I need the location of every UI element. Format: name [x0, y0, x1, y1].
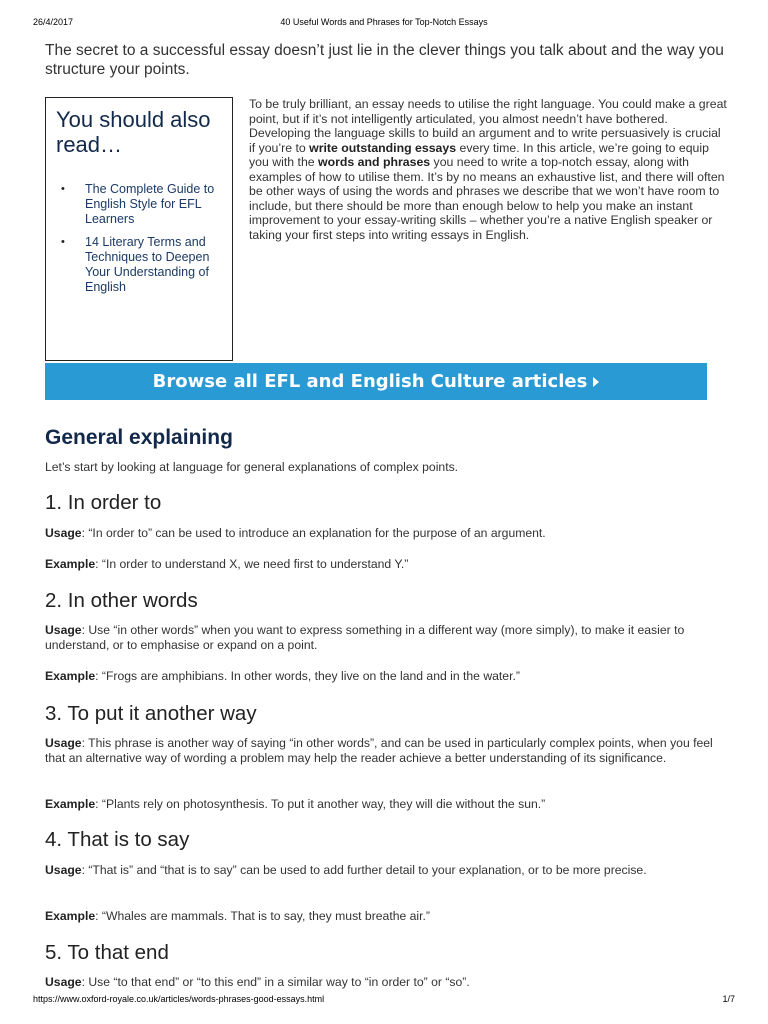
- entry-heading: 2. In other words: [45, 589, 198, 612]
- print-header: [0, 17, 768, 29]
- entry-example: [45, 557, 725, 572]
- usage-label: Usage: [45, 975, 82, 989]
- usage-text: Use “to that end” or “to this end” in a similar way to “in order to” or “so”.: [88, 975, 470, 989]
- usage-label: Usage: [45, 526, 82, 540]
- entry-usage: [45, 863, 725, 878]
- print-url: https://www.oxford-royale.co.uk/articles/words-phrases-good-essays.html: [33, 994, 325, 1004]
- section-title: General explaining: [45, 426, 233, 449]
- entry-heading: 3. To put it another way: [45, 702, 257, 725]
- intro-text: every time. In this article, we’re going to equip you with the: [249, 140, 709, 169]
- intro-text: you need to write a top-notch essay, along with examples of how to utilise them. It’s by no means an exhaustive list, and there will often be other ways of using the words and phrases we describe that we won’t have room to include, but there should be more than enough below to help you make an instant improvement to your essay-writing skills – whether you’re a native English speaker or taking your first steps into writing essays in English.: [249, 155, 725, 242]
- label-separator: :: [81, 863, 89, 877]
- print-title: 40 Useful Words and Phrases for Top-Notch Essays: [280, 17, 488, 27]
- usage-label: Usage: [45, 736, 82, 750]
- entry-heading: 1. In order to: [45, 491, 162, 514]
- label-separator: :: [81, 975, 89, 989]
- example-text: “Frogs are amphibians. In other words, they live on the land and in the water.”: [101, 669, 520, 683]
- label-separator: :: [81, 623, 89, 637]
- entry-usage: [45, 526, 725, 541]
- intro-paragraph: [249, 97, 727, 242]
- example-label: Example: [45, 557, 96, 571]
- related-article-link[interactable]: • 14 Literary Terms and Techniques to Deepen Your Understanding of English: [46, 235, 232, 295]
- entry-usage: [45, 623, 725, 653]
- entry-example: [45, 669, 725, 684]
- label-separator: :: [81, 736, 89, 750]
- usage-text: This phrase is another way of saying “in other words”, and can be used in particularly complex points, when you feel that an alternative way of wording a problem may help the reader achieve a better understanding of its significance.: [45, 736, 713, 765]
- section-intro: Let’s start by looking at language for general explanations of complex points.: [45, 460, 459, 474]
- print-footer: [0, 994, 768, 1006]
- intro-text: To be truly brilliant, an essay needs to utilise the right language. You could make a great point, but if it’s not intelligently articulated, you almost needn’t have bothered. Developing the language skills to build an argument and to write persuasively is crucial if you’re to: [249, 97, 727, 155]
- label-separator: :: [95, 909, 102, 923]
- example-text: “Whales are mammals. That is to say, they must breathe air.”: [101, 909, 430, 923]
- label-separator: :: [95, 797, 102, 811]
- usage-text: “In order to” can be used to introduce an explanation for the purpose of an argument.: [88, 526, 546, 540]
- example-label: Example: [45, 797, 96, 811]
- words-and-phrases-bold: words and phrases: [318, 155, 431, 169]
- usage-label: Usage: [45, 623, 82, 637]
- print-date: 26/4/2017: [33, 17, 74, 27]
- label-separator: :: [95, 557, 102, 571]
- related-articles-title: You should also read…: [56, 107, 211, 157]
- related-article-link[interactable]: • The Complete Guide to English Style for EFL Learners: [46, 182, 232, 227]
- usage-label: Usage: [45, 863, 82, 877]
- entry-usage: [45, 975, 725, 990]
- usage-text: “That is” and “that is to say” can be used to add further detail to your explanation, or to be more precise.: [88, 863, 647, 877]
- banner-label: Browse all EFL and English Culture articles: [152, 371, 588, 392]
- entry-heading: 4. That is to say: [45, 828, 190, 851]
- example-text: “Plants rely on photosynthesis. To put it another way, they will die without the sun.”: [101, 797, 546, 811]
- entry-usage: [45, 736, 725, 766]
- entry-example: [45, 797, 725, 812]
- usage-text: Use “in other words” when you want to express something in a different way (more simply), to make it easier to understand, or to emphasise or expand on a point.: [45, 623, 685, 652]
- write-outstanding-essays-link[interactable]: write outstanding essays: [309, 140, 457, 155]
- lead-paragraph: The secret to a successful essay doesn’t just lie in the clever things you talk about and the way you structure your points.: [45, 42, 724, 78]
- example-label: Example: [45, 909, 96, 923]
- browse-articles-banner[interactable]: [45, 363, 707, 400]
- example-label: Example: [45, 669, 96, 683]
- label-separator: :: [95, 669, 102, 683]
- play-arrow-icon: [593, 377, 599, 387]
- label-separator: :: [81, 526, 89, 540]
- related-articles-box: [45, 97, 233, 361]
- entry-example: [45, 909, 725, 924]
- entry-heading: 5. To that end: [45, 941, 169, 964]
- related-articles-list: [46, 182, 232, 303]
- print-page-number: 1/7: [722, 994, 735, 1004]
- example-text: “In order to understand X, we need first to understand Y.”: [101, 557, 409, 571]
